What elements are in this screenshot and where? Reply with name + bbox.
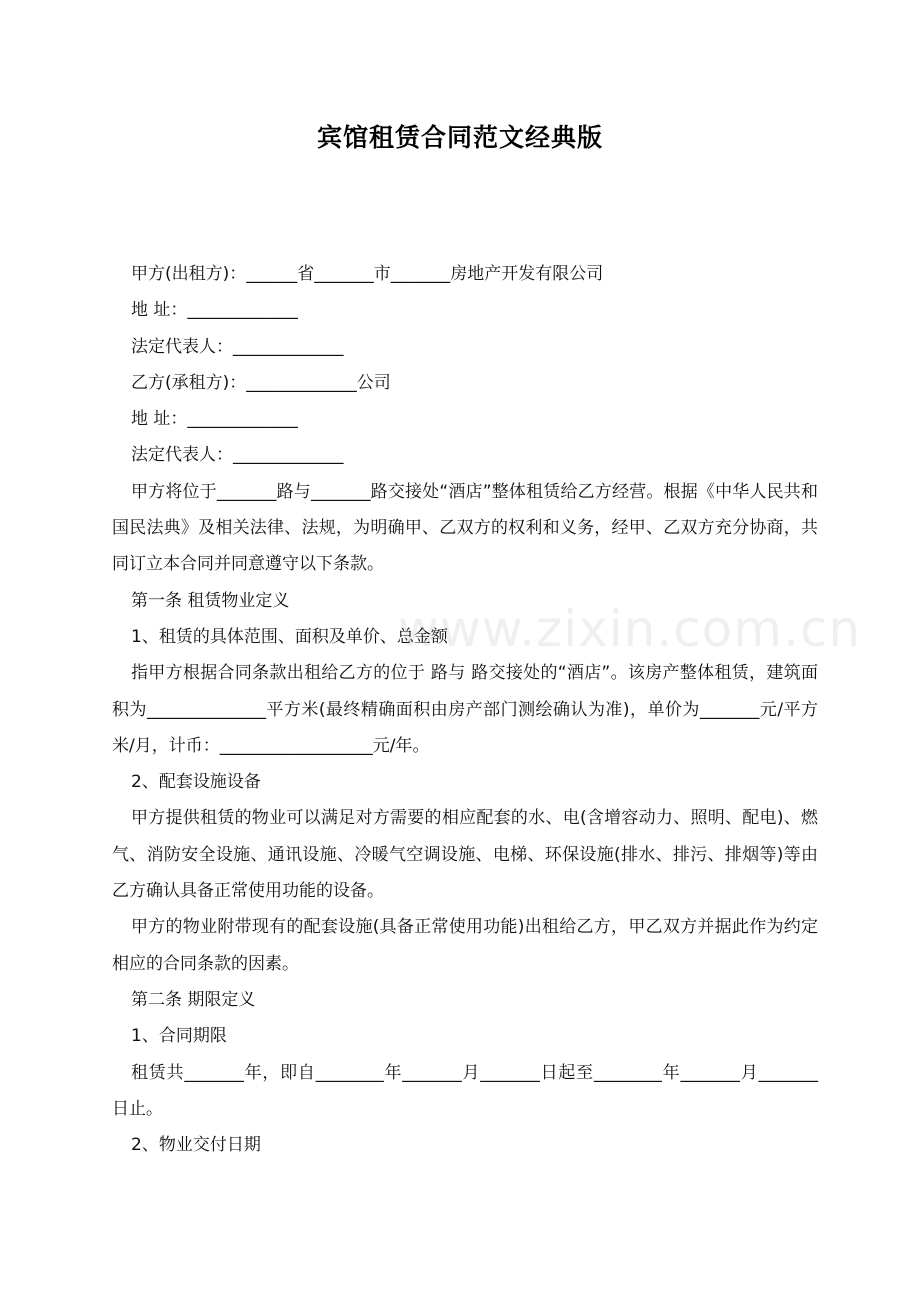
article-1-item-1-text: 指甲方根据合同条款出租给乙方的位于 路与 路交接处的“酒店”。该房产整体租赁，建筑面积为______________平方米(最终精确面积由房产部门测绘确认为准)，单价为_______元/平方米/月，计币：__________________元/年。: [112, 663, 818, 756]
article-1-item-2-heading: 2、配套设施设备: [131, 772, 261, 793]
article-1-item-2-text: 甲方提供租赁的物业可以满足对方需要的相应配套的水、电(含增容动力、照明、配电)、燃气、消防安全设施、通讯设施、冷暖气空调设施、电梯、环保设施(排水、排污、排烟等)等由乙方确认具备正常使用功能的设备。: [112, 808, 818, 902]
article-2-item-1-heading: 1、合同期限: [131, 1026, 227, 1047]
article-1-item-2-text-2: 甲方的物业附带现有的配套设施(具备正常使用功能)出租给乙方，甲乙双方并据此作为约定相应的合同条款的因素。: [112, 917, 818, 974]
article-1-item-1-heading: 1、租赁的具体范围、面积及单价、总金额: [131, 626, 448, 647]
party-a-representative: 法定代表人：_____________: [131, 336, 344, 357]
article-2-item-1-text: 租赁共_______年，即自________年_______月_______日起至________年_______月_______日止。: [112, 1062, 818, 1119]
party-a-address: 地 址：_____________: [131, 300, 298, 321]
party-a-line: 甲方(出租方)：______省_______市_______房地产开发有限公司: [131, 264, 604, 284]
article-1-heading: 第一条 租赁物业定义: [131, 590, 290, 611]
preamble-paragraph: 甲方将位于_______路与_______路交接处“酒店”整体租赁给乙方经营。根据《中华人民共和国民法典》及相关法律、法规，为明确甲、乙双方的权利和义务，经甲、乙双方充分协商，共同订立本合同并同意遵守以下条款。: [112, 481, 818, 575]
article-2-heading: 第二条 期限定义: [131, 989, 256, 1010]
party-b-representative: 法定代表人：_____________: [131, 445, 344, 466]
party-b-line: 乙方(承租方)：_____________公司: [131, 372, 391, 393]
watermark: www.zixin.com.cn: [398, 600, 862, 658]
contract-body: [112, 256, 818, 1163]
party-b-address: 地 址：_____________: [131, 409, 298, 430]
document-title: 宾馆租赁合同范文经典版: [316, 123, 603, 152]
article-2-item-2-heading: 2、物业交付日期: [131, 1135, 261, 1156]
